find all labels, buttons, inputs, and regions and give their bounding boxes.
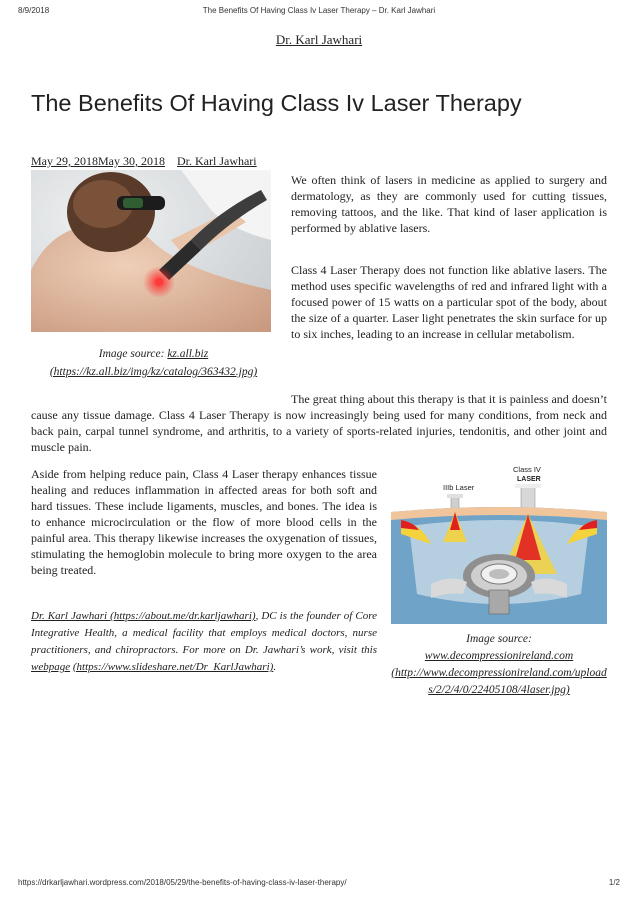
laser-diagram-illustration [391, 464, 607, 624]
paragraph-healing: Aside from helping reduce pain, Class 4 Laser therapy enhances tissue healing and reduces inflammation in affected areas for both soft and hard tissues. These include ligaments, muscles, and bones. The idea is to enhance microcirculation or the flow of more blood cells in the painful area. This therapy likewise increases the oxygenation of tissues, stimulating the hemoglobin molecule to bring more oxygen to the area being treated. [31, 467, 377, 577]
figure2-caption [388, 631, 610, 699]
figure2-caption-prefix: Image source: [466, 633, 532, 645]
post-date-published[interactable]: May 29, 2018 [31, 154, 98, 168]
post-meta [31, 154, 257, 169]
label-laser: LASER [517, 476, 541, 483]
site-title[interactable] [0, 32, 638, 48]
laser-treatment-photo [31, 170, 271, 332]
print-page-number: 1/2 [608, 878, 620, 887]
laser-treatment-illustration [31, 170, 271, 332]
paragraph-benefits: The great thing about this therapy is that it is painless and doesn’t cause any tissue damage. Class 4 Laser Therapy is now increasingly being used for many conditions, from neck and back pain, carpal tunnel syndrome, and arthritis, to a variety of sports-related injuries, tendonitis, and other joint and muscle pain. [31, 392, 607, 454]
paragraph-intro: We often think of lasers in medicine as applied to surgery and dermatology, as they are commonly used for cutting tissues, removing tattoos, and the like. That kind of laser application is performed by ablative lasers. [291, 173, 607, 235]
post-title: The Benefits Of Having Class Iv Laser Therapy [31, 90, 522, 116]
post-author-link[interactable]: Dr. Karl Jawhari [177, 154, 257, 168]
print-header [0, 6, 638, 18]
site-title-link[interactable]: Dr. Karl Jawhari [275, 32, 363, 47]
bio-webpage-url[interactable]: (https://www.slideshare.net/Dr_KarlJawhari) [72, 661, 274, 673]
figure2-caption-link[interactable]: www.decompressionireland.com [424, 650, 574, 662]
label-class4: Class IV [513, 465, 541, 474]
print-date: 8/9/2018 [18, 6, 50, 15]
print-url: https://drkarljawhari.wordpress.com/2018/05/29/the-benefits-of-having-class-iv-laser-therapy/ [18, 878, 347, 887]
print-title: The Benefits Of Having Class Iv Laser Therapy – Dr. Karl Jawhari [202, 6, 436, 15]
bio-text: , DC is the founder of Core Integrative Health, a medical facility that employs medical doctors, nurse practitioners, and chiropractors. For more on Dr. Jawhari’s work, visit this [31, 610, 377, 656]
bio-webpage-link[interactable]: webpage [31, 661, 71, 673]
laser-penetration-diagram [391, 464, 607, 624]
label-iiib-laser: IIIb Laser [443, 483, 475, 492]
post-date-updated[interactable]: May 30, 2018 [98, 154, 165, 168]
figure1-caption [31, 345, 276, 381]
author-bio [31, 608, 377, 676]
bio-author-link[interactable]: Dr. Karl Jawhari (https://about.me/dr.karljawhari) [31, 610, 256, 622]
figure1-caption-url[interactable]: (https://kz.all.biz/img/kz/catalog/363432.jpg) [49, 366, 258, 378]
paragraph-class4: Class 4 Laser Therapy does not function like ablative lasers. The method uses specific wavelengths of red and infrared light with a focused power of 15 watts on a particular spot of the body, about the size of a quarter. Laser light penetrates the skin surface for up to six inches, leading to an increase in cellular metabolism. [291, 263, 607, 341]
print-footer [0, 878, 638, 890]
figure1-caption-prefix: Image source: [98, 348, 168, 360]
figure2-caption-url[interactable]: (http://www.decompressionireland.com/uploads/2/2/4/0/22405108/4laser.jpg) [391, 667, 607, 696]
figure1-caption-link[interactable]: kz.all.biz [167, 348, 209, 360]
bio-end: . [273, 661, 277, 673]
